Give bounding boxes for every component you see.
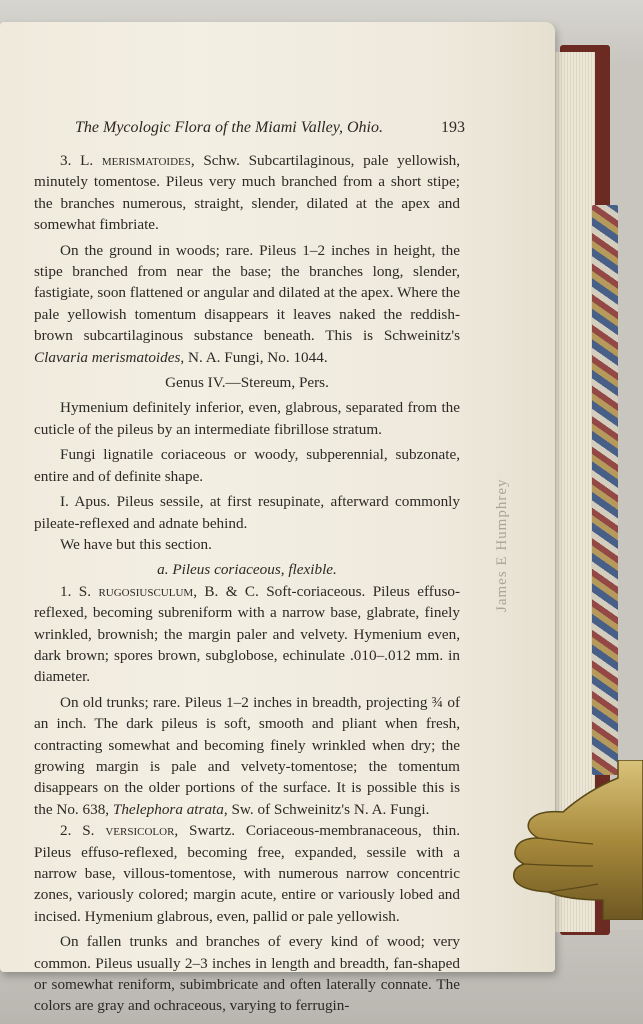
paragraph-old-trunks: On old trunks; rare. Pileus 1–2 inches in breadth, projecting ¾ of an inch. The dark pileus is soft, smooth and pliant when fresh, contracting somewhat and becoming finely wrinkled when dry; the growing margin is pale and velvety-tomentose; the tomentum disappears on the older portions of the surface. It is possible this is the No. 638, Thelephora atrata, Sw. of Schweinitz's N. A. Fungi. bbox=[34, 693, 460, 818]
paragraph-fallen-trunks: On fallen trunks and branches of every kind of wood; very common. Pileus usually 2–3 inches in length and breadth, fan-shaped or somewhat reniform, subimbricate and often laterally connate. The colors are gray and ochraceous, varying to ferrugin- bbox=[34, 933, 460, 1015]
paragraph-apus: I. Apus. Pileus sessile, at first resupinate, afterward commonly pileate-reflexed and adnate behind. bbox=[34, 493, 460, 532]
genus-heading: Genus IV.—Stereum, Pers. bbox=[165, 374, 329, 392]
paragraph-2: On the ground in woods; rare. Pileus 1–2 inches in height, the stipe branched from near the base; the branches long, slender, fastigiate, soon flattened or angular and dilated at the apex. Where the pale yellowish tomentum disappears it leaves naked the reddish-brown subcartilaginous substance beneath. This is Schweinitz's Clavaria merismatoides, N. A. Fungi, No. 1044. bbox=[34, 241, 460, 366]
paragraph-section: We have but this section. bbox=[60, 535, 212, 553]
marbled-edge bbox=[592, 205, 618, 775]
page-body bbox=[34, 150, 460, 1017]
handwritten-name: James E Humphrey bbox=[494, 478, 510, 612]
page-number: 193 bbox=[441, 119, 465, 136]
paragraph-versicolor: 2. S. versicolor, Swartz. Coriaceous-membranaceous, thin. Pileus effuso-reflexed, becoming free, expanded, sessile with a narrow base, villous-tomentose, with numerous narrow concentric zones, variously colored; margin acute, entire or variously lobed and incised. Hymenium glabrous, even, pallid or pale yellowish. bbox=[34, 822, 460, 925]
brass-hand-bookend bbox=[508, 760, 643, 920]
paragraph-rugosiusculum: 1. S. rugosiusculum, B. & C. Soft-coriaceous. Pileus effuso-reflexed, becoming subreniform with a narrow base, glabrate, finely wrinkled, brownish; the margin paler and velvety. Hymenium even, dark brown; spores brown, subglobose, echinulate .010–.012 mm. in diameter. bbox=[34, 582, 461, 686]
paragraph-hymenium: Hymenium definitely inferior, even, glabrous, separated from the cuticle of the pileus by an intermediate fibrillose stratum. bbox=[34, 399, 460, 438]
running-header bbox=[75, 119, 465, 137]
subsection-heading: a. Pileus coriaceous, flexible. bbox=[157, 561, 337, 579]
paragraph-1: 3. L. merismatoides, Schw. Subcartilaginous, pale yellowish, minutely tomentose. Pileus very much branched from a short stipe; the branches numerous, straight, slender, dilated at the apex and somewhat fimbriate. bbox=[34, 152, 460, 234]
running-title: The Mycologic Flora of the Miami Valley, Ohio. bbox=[75, 119, 383, 136]
paragraph-fungi: Fungi lignatile coriaceous or woody, subperennial, subzonate, entire and of definite shape. bbox=[34, 446, 460, 485]
